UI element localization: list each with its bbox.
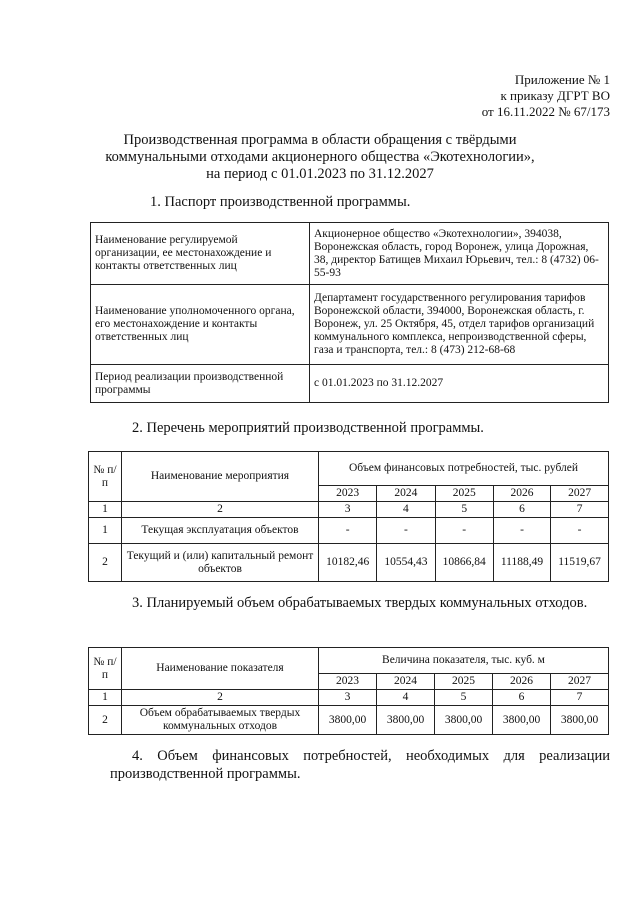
row-num: 1 bbox=[89, 518, 122, 544]
index-cell: 4 bbox=[377, 502, 435, 518]
header-year: 2024 bbox=[377, 674, 435, 690]
table-index-row bbox=[89, 690, 609, 706]
table-header-row bbox=[89, 452, 609, 486]
title-line-1: Производственная программа в области обращения с твёрдыми bbox=[123, 132, 517, 148]
index-cell: 6 bbox=[493, 502, 550, 518]
row-value: 3800,00 bbox=[377, 706, 435, 735]
appendix-line-2: к приказу ДГРТ ВО bbox=[500, 88, 610, 103]
row-num: 2 bbox=[89, 706, 122, 735]
table-row bbox=[91, 285, 609, 365]
row-value: - bbox=[377, 518, 435, 544]
row-value: 3800,00 bbox=[435, 706, 493, 735]
row-value: 3800,00 bbox=[319, 706, 377, 735]
header-name: Наименование показателя bbox=[122, 648, 319, 690]
index-cell: 6 bbox=[493, 690, 551, 706]
title-line-2: коммунальными отходами акционерного общества «Экотехнологии», bbox=[105, 149, 535, 165]
passport-value: Акционерное общество «Экотехнологии», 394038, Воронежская область, город Воронеж, улица Дорожная, 38, директор Батищев Михаил Юрьевич, тел.: 8 (4732) 06-55-93 bbox=[310, 223, 609, 285]
appendix-note bbox=[482, 72, 610, 120]
measures-table bbox=[88, 451, 609, 582]
table-row bbox=[89, 544, 609, 582]
section-4-heading: 4. Объем финансовых потребностей, необходимых для реализации производственной программы. bbox=[110, 748, 610, 782]
passport-value: Департамент государственного регулирования тарифов Воронежской области, 394000, Воронежская область, г. Воронеж, ул. 25 Октября, 45, отдел тарифов организаций коммунального комплекса, непроизводственной сферы, газа и транспорта, тел.: 8 (473) 212-68-68 bbox=[310, 285, 609, 365]
row-num: 2 bbox=[89, 544, 122, 582]
index-cell: 2 bbox=[122, 690, 319, 706]
passport-label: Наименование уполномоченного органа, его местонахождение и контакты ответственных лиц bbox=[91, 285, 310, 365]
header-year: 2027 bbox=[551, 674, 609, 690]
row-value: 10554,43 bbox=[377, 544, 435, 582]
appendix-line-1: Приложение № 1 bbox=[514, 72, 610, 87]
passport-table bbox=[90, 222, 609, 403]
header-year: 2025 bbox=[435, 486, 493, 502]
row-value: 10866,84 bbox=[435, 544, 493, 582]
header-year: 2025 bbox=[435, 674, 493, 690]
index-cell: 4 bbox=[377, 690, 435, 706]
header-year: 2026 bbox=[493, 674, 551, 690]
volume-table bbox=[88, 647, 609, 735]
passport-label: Наименование регулируемой организации, ее местонахождение и контакты ответственных лиц bbox=[91, 223, 310, 285]
row-value: 3800,00 bbox=[551, 706, 609, 735]
index-cell: 7 bbox=[551, 690, 609, 706]
header-year: 2023 bbox=[319, 486, 377, 502]
appendix-line-3: от 16.11.2022 № 67/173 bbox=[481, 104, 610, 119]
index-cell: 1 bbox=[89, 690, 122, 706]
row-name: Текущая эксплуатация объектов bbox=[122, 518, 319, 544]
index-cell: 5 bbox=[435, 690, 493, 706]
row-name: Текущий и (или) капитальный ремонт объектов bbox=[122, 544, 319, 582]
index-cell: 3 bbox=[319, 690, 377, 706]
table-row bbox=[91, 223, 609, 285]
row-value: - bbox=[435, 518, 493, 544]
header-group: Объем финансовых потребностей, тыс. рублей bbox=[319, 452, 609, 486]
table-row bbox=[89, 706, 609, 735]
table-header-row bbox=[89, 648, 609, 674]
passport-value: с 01.01.2023 по 31.12.2027 bbox=[310, 365, 609, 403]
index-cell: 1 bbox=[89, 502, 122, 518]
row-value: - bbox=[551, 518, 609, 544]
title-line-3: на период с 01.01.2023 по 31.12.2027 bbox=[206, 166, 434, 182]
index-cell: 7 bbox=[551, 502, 609, 518]
header-year: 2023 bbox=[319, 674, 377, 690]
table-row bbox=[89, 518, 609, 544]
index-cell: 2 bbox=[122, 502, 319, 518]
row-value: 11519,67 bbox=[551, 544, 609, 582]
header-year: 2027 bbox=[551, 486, 609, 502]
row-value: - bbox=[493, 518, 550, 544]
section-1-heading: 1. Паспорт производственной программы. bbox=[150, 194, 411, 210]
header-year: 2024 bbox=[377, 486, 435, 502]
row-value: 10182,46 bbox=[319, 544, 377, 582]
index-cell: 3 bbox=[319, 502, 377, 518]
passport-label: Период реализации производственной программы bbox=[91, 365, 310, 403]
index-cell: 5 bbox=[435, 502, 493, 518]
section-3-heading: 3. Планируемый объем обрабатываемых твердых коммунальных отходов. bbox=[132, 595, 588, 611]
row-value: 3800,00 bbox=[493, 706, 551, 735]
row-value: 11188,49 bbox=[493, 544, 550, 582]
header-group: Величина показателя, тыс. куб. м bbox=[319, 648, 609, 674]
row-value: - bbox=[319, 518, 377, 544]
row-name: Объем обрабатываемых твердых коммунальных отходов bbox=[122, 706, 319, 735]
table-row bbox=[91, 365, 609, 403]
header-name: Наименование мероприятия bbox=[122, 452, 319, 502]
header-num: № п/п bbox=[89, 452, 122, 502]
document-title bbox=[60, 132, 580, 183]
table-index-row bbox=[89, 502, 609, 518]
header-num: № п/п bbox=[89, 648, 122, 690]
section-2-heading: 2. Перечень мероприятий производственной программы. bbox=[132, 420, 484, 436]
header-year: 2026 bbox=[493, 486, 550, 502]
